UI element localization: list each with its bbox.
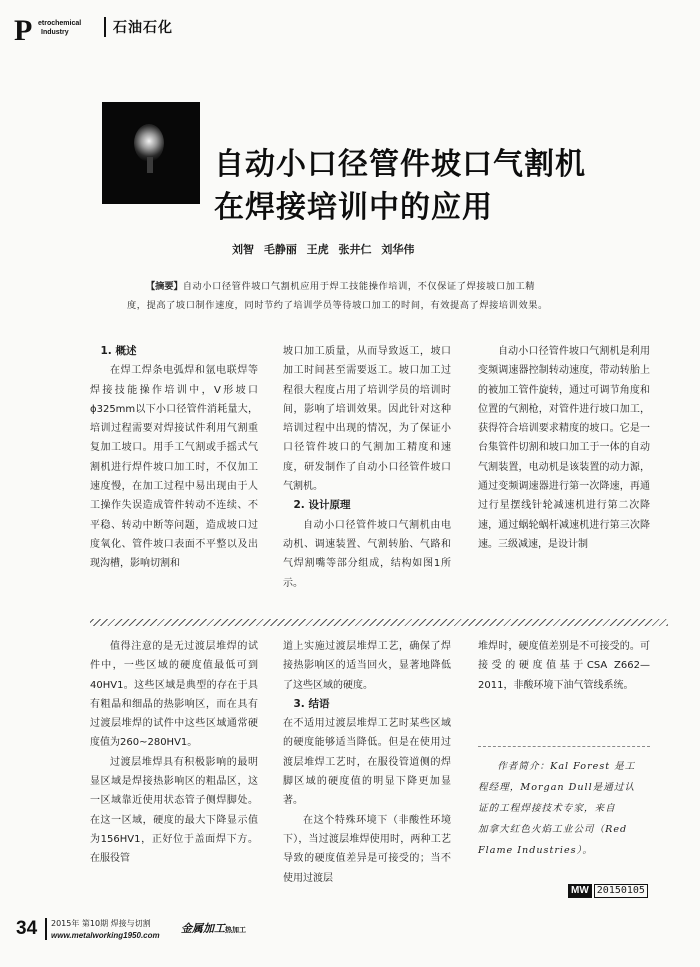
paragraph: 堆焊时，硬度值差别是不可接受的。可接受的硬度值基于CSA Z662—2011，非酸环境下油气管线系统。 xyxy=(478,641,650,691)
authors: 刘智 毛静丽 王虎 张井仁 刘华伟 xyxy=(232,243,415,256)
bio-line: Flame Industries）。 xyxy=(478,845,593,856)
abstract-line-1 xyxy=(146,277,626,296)
column-5 xyxy=(283,637,451,888)
section-name: 石油石化 xyxy=(113,20,173,36)
section-heading-design: 2. 设计原理 xyxy=(293,499,351,512)
issue-info: 2015年 第10期 焊接与切割 xyxy=(51,919,151,928)
paragraph: 在这个特殊环境下（非酸性环境下），当过渡层堆焊使用时，两种工艺导致的硬度值差异是可接受的；当不使用过渡层 xyxy=(283,814,451,884)
article-number: 20150105 xyxy=(594,884,648,898)
column-3 xyxy=(478,342,650,554)
author-bio xyxy=(478,756,650,861)
journal-logo-english xyxy=(38,19,81,37)
column-4 xyxy=(90,637,258,869)
abstract xyxy=(127,277,626,315)
column-2 xyxy=(283,342,451,593)
column-6 xyxy=(478,637,650,695)
torch-nozzle xyxy=(147,157,153,173)
article-title-line-2: 在焊接培训中的应用 xyxy=(214,190,493,225)
bio-separator xyxy=(478,746,650,747)
bio-line: 证的工程焊接技术专家，来自 xyxy=(478,803,616,814)
footer-divider xyxy=(45,918,47,940)
paragraph: 自动小口径管件坡口气割机是利用变频调速器控制转动速度，带动转胎上的被加工管件旋转，通过可调节角度和位置的气割枪，对管件进行坡口加工，获得符合培训要求精度的坡口。它是一台集管件切割和坡口加工于一体的自动气割装置，电动机是该装置的动力源，通过变频调速器进行第一次降速，再通过行星摆线针轮减速机进行第二次降速，通过蜗轮蜗杆减速机进行第三次降速。三级减速，是设计制 xyxy=(478,346,650,550)
abstract-text-1: 自动小口径管件坡口气割机应用于焊工技能操作培训，不仅保证了焊接坡口加工精 xyxy=(182,281,536,292)
paragraph: 在焊工焊条电弧焊和氩电联焊等焊接技能操作培训中，V形坡口ϕ325mm以下小口径管件消耗量大，培训过程需要对焊接试件利用气割重复加工坡口。用手工气割或手摇式气割机进行焊件坡口加工时，不仅加工速度慢，在加工过程中易出现由于人工操作失误造成管件转动不连续、不平稳、转动中断等问题，造成坡口过度氧化、管件坡口表面不平整以及出现沟槽，影响切割和 xyxy=(90,365,258,570)
bio-line: 作者简介：Kal Forest 是工 xyxy=(497,761,636,772)
magazine-logo xyxy=(181,920,246,939)
abstract-line-2: 度，提高了坡口制作速度，同时节约了培训学员等待坡口加工的时间，有效提高了焊接培训效果。 xyxy=(127,300,548,311)
column-1 xyxy=(90,342,258,574)
article-divider xyxy=(90,619,668,626)
header-divider xyxy=(104,17,106,37)
article-code xyxy=(568,884,648,898)
logo-line-1: etrochemical xyxy=(38,20,82,27)
website-url: www.metalworking1950.com xyxy=(51,931,160,940)
magazine-logo-text: 金属加工 xyxy=(181,922,225,935)
paragraph: 值得注意的是无过渡层堆焊的试件中，一些区域的硬度值最低可到40HV1。这些区域是典型的存在于具有粗晶和细晶的热影响区，而在具有过渡层堆焊的试件中这些区域通常硬度值为260~280HV1。 xyxy=(90,641,258,749)
section-heading-overview: 1. 概述 xyxy=(100,345,137,357)
journal-logo-letter: P xyxy=(14,14,33,47)
bio-line: 程经理，Morgan Dull是通过认 xyxy=(478,782,636,793)
logo-line-2: Industry xyxy=(41,29,69,36)
paragraph: 自动小口径管件坡口气割机由电动机、调速装置、气割转胎、气路和气焊割嘴等部分组成，结构如图1所示。 xyxy=(283,519,451,589)
bio-line: 加拿大红色火焰工业公司（Red xyxy=(478,824,628,835)
page-number: 34 xyxy=(16,918,38,939)
cutting-torch-photo xyxy=(102,102,200,204)
section-heading-conclusion: 3. 结语 xyxy=(293,697,330,710)
paragraph: 坡口加工质量，从而导致返工，坡口加工时间甚至需要返工。坡口加工过程很大程度占用了培训学员的培训时间，影响了培训效果。因此针对这种培训过程中出现的情况，为了保证小口径管件坡口的气割加工精度和速度，研发制作了自动小口径管件坡口气割机。 xyxy=(283,346,451,493)
mw-badge: MW xyxy=(568,884,592,898)
paragraph: 在不适用过渡层堆焊工艺时某些区域的硬度能够适当降低。但是在使用过渡层堆焊工艺时，在服役管道侧的焊脚区域的硬度值的明显下降更加显著。 xyxy=(283,718,451,807)
article-title-line-1: 自动小口径管件坡口气割机 xyxy=(214,147,586,182)
paragraph: 道上实施过渡层堆焊工艺，确保了焊接热影响区的适当回火，显著地降低了这些区域的硬度。 xyxy=(283,641,451,691)
abstract-label: 【摘要】 xyxy=(146,281,183,292)
magazine-logo-sub: 热加工 xyxy=(225,926,246,934)
paragraph: 过渡层堆焊具有积极影响的最明显区域是焊接热影响区的粗晶区，这一区域靠近使用状态管子侧焊脚处。在这一区域，硬度的最大下降显示值为156HV1，正好位于盖面焊下方。在服役管 xyxy=(90,756,258,865)
